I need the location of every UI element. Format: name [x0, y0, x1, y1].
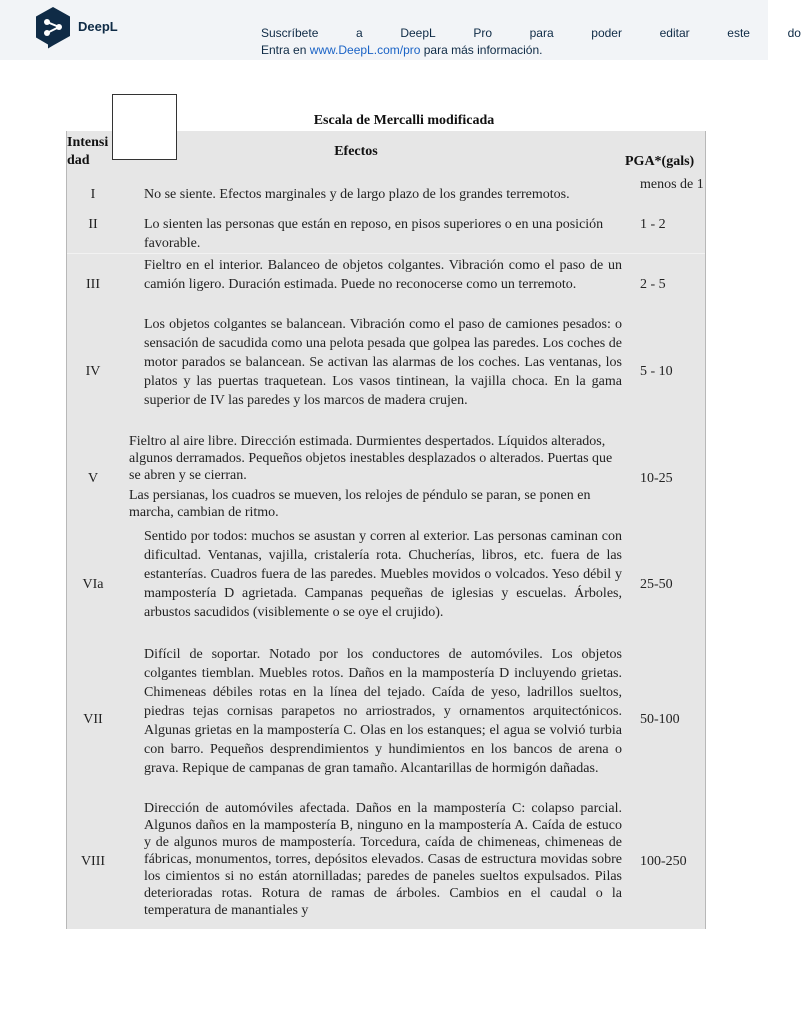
table-row: [67, 315, 705, 435]
table-row: [67, 175, 705, 211]
effects-cell: Difícil de soportar. Notado por los conductores de automóviles. Los objetos colgantes tiemblan. Muebles rotos. Daños en la mampostería D incluyendo grietas. Chimeneas débiles rotas en la línea del tejado. Caída de yeso, ladrillos sueltos, piedras tejas cornisas parapetos no arriostrados, y ornamentos arquitectónicos. Algunas grietas en la mampostería C. Olas en los estanques; el agua se volvió turbia con barro. Pequeños desprendimientos y hundimientos en los bancos de arena o grava. Repique de campanas de gran tamaño. Alcantarillas de hormigón dañadas.: [144, 647, 622, 776]
intensity-cell: I: [90, 187, 96, 202]
intensity-cell: VIII: [80, 854, 106, 869]
table-row: [67, 213, 705, 253]
banner-word: poder: [591, 26, 622, 40]
deepl-pro-link[interactable]: www.DeepL.com/pro: [309, 43, 421, 57]
effects-cell: No se siente. Efectos marginales y de largo plazo de los grandes terremotos.: [144, 187, 570, 202]
intensity-cell: VII: [83, 712, 103, 727]
table-row: [67, 253, 705, 314]
effects-cell: Los objetos colgantes se balancean. Vibración como el paso de camiones pesados: o sensación de sacudida como una pelota pesada que golpea las paredes. Los coches de motor parados se balancean. Se activan las alarmas de los coches. Las ventanas, los platos y las puertas traquetean. Los vasos tintinean, la vajilla choca. En la gama superior de IV las paredes y los marcos de madera crujen.: [144, 317, 622, 408]
effects-cell: Sentido por todos: muchos se asustan y corren al exterior. Las personas caminan con dificultad. Ventanas, vajilla, cristalería rota. Chucherías, libros, etc. fuera de las estanterías. Cuadros fuera de las paredes. Muebles movidos o volcados. Yeso débil y mampostería D agrietada. Campanas pequeñas de iglesias y escuelas. Árboles, arbustos sacudidos (visiblemente o se oye el crujido).: [144, 529, 622, 620]
intensity-cell: III: [86, 277, 100, 292]
pga-cell: 25-50: [640, 577, 673, 592]
table-row: [67, 526, 705, 644]
empty-image-box: [112, 94, 177, 160]
banner-word: Pro: [473, 26, 492, 40]
pga-cell: 5 - 10: [640, 364, 673, 379]
banner-text: para más información.: [420, 43, 543, 57]
intensity-cell: II: [88, 217, 98, 232]
header-intensity: Intensidad: [67, 135, 109, 168]
deepl-logo[interactable]: [34, 6, 118, 52]
header-pga: PGA*(gals): [625, 154, 695, 169]
table-row: [67, 644, 705, 798]
document-title: Escala de Mercalli modificada: [313, 113, 495, 128]
banner-word: editar: [659, 26, 690, 40]
effects-cell: Fieltro al aire libre. Dirección estimada. Durmientes despertados. Líquidos alterados, algunos derramados. Pequeños objetos inestables desplazados o alterados. Puertas que se abren y se cierran.: [129, 434, 613, 483]
effects-cell: Lo sienten las personas que están en reposo, en pisos superiores o en una posición favorable.: [144, 217, 604, 251]
effects-cell: Fieltro en el interior. Balanceo de objetos colgantes. Vibración como el paso de un camión ligero. Duración estimada. Puede no reconocerse como un terremoto.: [144, 258, 622, 292]
header-effects: Efectos: [334, 144, 378, 159]
pga-cell: menos de 1: [640, 177, 704, 192]
deepl-logo-text: DeepL: [78, 19, 118, 34]
table-row: [67, 433, 705, 525]
deepl-logo-icon: [34, 6, 72, 52]
banner-word: do: [787, 26, 801, 40]
pga-cell: 100-250: [640, 854, 687, 869]
banner-word: Suscríbete: [261, 26, 319, 40]
mercalli-table: [66, 131, 706, 929]
intensity-cell: V: [87, 471, 99, 486]
intensity-cell: VIa: [82, 577, 104, 592]
banner-info-line: [261, 43, 542, 57]
banner-word: para: [529, 26, 554, 40]
pga-cell: 10-25: [640, 471, 673, 486]
banner-word: este: [727, 26, 750, 40]
pga-cell: 50-100: [640, 712, 680, 727]
banner-text: Entra en: [261, 43, 310, 57]
effects-cell: Dirección de automóviles afectada. Daños en la mampostería C: colapso parcial. Algunos daños en la mampostería B, ninguno en la mampostería A. Caída de estuco y de algunos muros de mampostería. Torcedura, caída de chimeneas, chimeneas de fábricas, monumentos, torres, depósitos elevados. Casas de estructura movidas sobre los cimientos si no están atornilladas; paredes de paneles sueltos expulsados. Pilas deterioradas rotas. Rotura de ramas de árboles. Cambios en el caudal o la temperatura de manantiales y: [144, 801, 622, 918]
intensity-cell: IV: [85, 364, 101, 379]
banner-word: DeepL: [400, 26, 436, 40]
pga-cell: 1 - 2: [640, 217, 666, 232]
effects-cell-continued: Las persianas, los cuadros se mueven, los relojes de péndulo se paran, se ponen en marcha, cambian de ritmo.: [129, 488, 591, 520]
deepl-banner: [0, 0, 801, 60]
table-row: [67, 799, 705, 939]
banner-subscribe-line: [261, 26, 801, 40]
pga-cell: 2 - 5: [640, 277, 666, 292]
banner-word: a: [356, 26, 363, 40]
